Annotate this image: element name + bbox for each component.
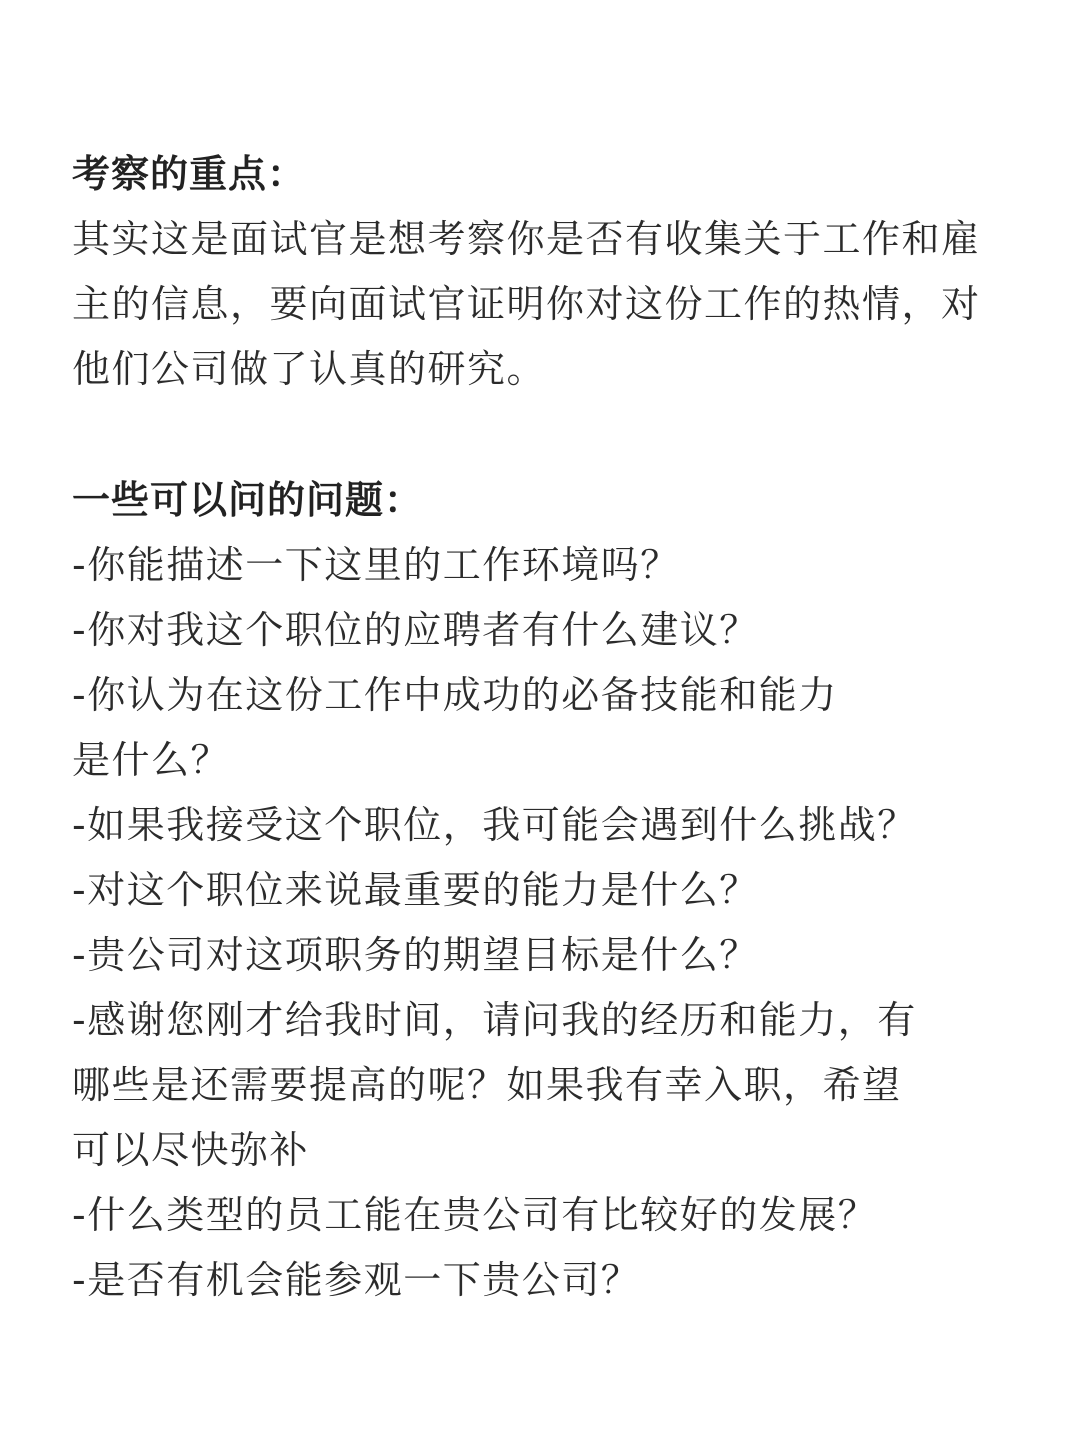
question-line: -你能描述一下这里的工作环境吗？ bbox=[72, 543, 680, 587]
question-line: -你对我这个职位的应聘者有什么建议？ bbox=[72, 608, 759, 652]
question-item bbox=[72, 858, 1012, 923]
question-item bbox=[72, 923, 1012, 988]
question-item bbox=[72, 533, 1012, 598]
question-line: -贵公司对这项职务的期望目标是什么？ bbox=[72, 933, 759, 977]
question-line: 是什么？ bbox=[72, 738, 231, 782]
question-item bbox=[72, 663, 1012, 793]
question-line: -什么类型的员工能在贵公司有比较好的发展？ bbox=[72, 1193, 878, 1237]
question-line: -感谢您刚才给我时间，请问我的经历和能力，有 bbox=[72, 998, 917, 1042]
questions-heading: 一些可以问的问题： bbox=[72, 478, 424, 522]
question-item bbox=[72, 793, 1012, 858]
focus-body: 其实这是面试官是想考察你是否有收集关于工作和雇主的信息，要向面试官证明你对这份工作的热情，对他们公司做了认真的研究。 bbox=[72, 217, 981, 391]
focus-heading: 考察的重点： bbox=[72, 152, 307, 196]
question-line: 可以尽快弥补 bbox=[72, 1128, 310, 1172]
questions-section bbox=[72, 468, 1020, 1313]
question-item bbox=[72, 1248, 1012, 1313]
question-line: -你认为在这份工作中成功的必备技能和能力 bbox=[72, 673, 838, 717]
question-item bbox=[72, 988, 1012, 1183]
question-line: 哪些是还需要提高的呢？如果我有幸入职，希望 bbox=[72, 1063, 902, 1107]
question-list bbox=[72, 533, 1020, 1313]
question-line: -对这个职位来说最重要的能力是什么？ bbox=[72, 868, 759, 912]
focus-section bbox=[72, 142, 1020, 402]
question-item bbox=[72, 1183, 1012, 1248]
question-item bbox=[72, 598, 1012, 663]
question-line: -是否有机会能参观一下贵公司？ bbox=[72, 1258, 641, 1302]
question-line: -如果我接受这个职位，我可能会遇到什么挑战？ bbox=[72, 803, 917, 847]
